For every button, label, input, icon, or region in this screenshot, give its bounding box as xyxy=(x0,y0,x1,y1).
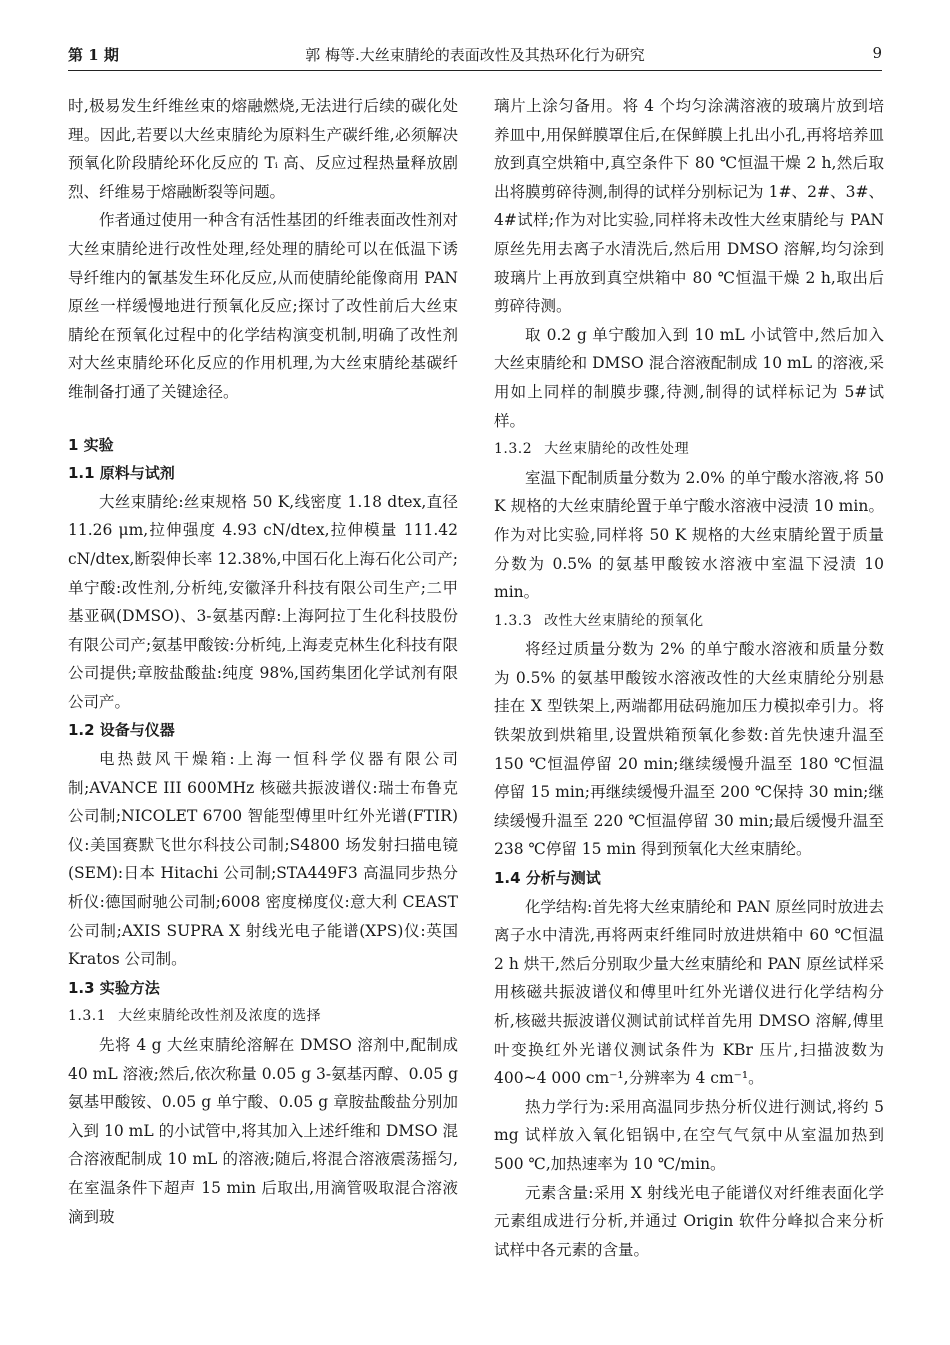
paragraph: 元素含量:采用 X 射线光电子能谱仪对纤维表面化学元素组成进行分析,并通过 Origin 软件分峰拟合来分析试样中各元素的含量。 xyxy=(494,1183,884,1259)
subsection-number: 1.3.3 xyxy=(494,612,533,629)
paragraph: 热力学行为:采用高温同步热分析仪进行测试,将约 5 mg 试样放入氧化铝锅中,在空气气氛中从室温加热到 500 ℃,加热速率为 10 ℃/min。 xyxy=(494,1097,884,1173)
page-header xyxy=(68,38,882,68)
paragraph: 化学结构:首先将大丝束腈纶和 PAN 原丝同时放进去离子水中清洗,再将两束纤维同时放进烘箱中 60 ℃恒温 2 h 烘干,然后分别取少量大丝束腈纶和 PAN 原丝试样采用核磁共振波谱仪和傅里叶红外光谱仪进行化学结构分析,核磁共振波谱仪测试前试样首先用 DMSO 溶解,傅里叶变换红外光谱仪测试条件为 KBr 压片,扫描波数为 400~4 000 cm⁻¹,分辨率为 4 cm⁻¹。 xyxy=(494,897,884,1088)
subsection-title: 大丝束腈纶改性剂及浓度的选择 xyxy=(118,1008,322,1025)
subsection-title: 大丝束腈纶的改性处理 xyxy=(544,441,690,458)
header-rule xyxy=(68,70,882,71)
paragraph: 室温下配制质量分数为 2.0% 的单宁酸水溶液,将 50 K 规格的大丝束腈纶置于单宁酸水溶液中浸渍 10 min。作为对比实验,同样将 50 K 规格的大丝束腈纶置于质量分数为 0.5% 的氨基甲酸铵水溶液中室温下浸渍 10 min。 xyxy=(494,468,884,602)
section-heading-1: 1 实验 xyxy=(68,435,114,454)
right-column xyxy=(494,92,884,1264)
issue-number: 第 1 期 xyxy=(68,46,119,64)
section-heading-1-4: 1.4 分析与测试 xyxy=(494,869,601,888)
section-heading-1-3: 1.3 实验方法 xyxy=(68,978,160,997)
paragraph: 璃片上涂匀备用。将 4 个均匀涂满溶液的玻璃片放到培养皿中,用保鲜膜罩住后,在保鲜膜上扎出小孔,再将培养皿放到真空烘箱中,真空条件下 80 ℃恒温干燥 2 h,然后取出将膜剪碎待测,制得的试样分别标记为 1#、2#、3#、4#试样;作为对比实验,同样将未改性大丝束腈纶与 PAN 原丝先用去离子水清洗后,然后用 DMSO 溶解,均匀涂到玻璃片上再放到真空烘箱中 80 ℃恒温干燥 2 h,取出后剪碎待测。 xyxy=(494,97,884,316)
paragraph: 将经过质量分数为 2% 的单宁酸水溶液和质量分数为 0.5% 的氨基甲酸铵水溶液改性的大丝束腈纶分别悬挂在 X 型铁架上,两端都用砝码施加压力模拟牵引力。将铁架放到烘箱里,设置烘箱预氧化参数:首先快速升温至 150 ℃恒温停留 20 min;继续缓慢升温至 180 ℃恒温停留 15 min;再继续缓慢升温至 200 ℃保持 30 min;继续缓慢升温至 220 ℃恒温停留 30 min;最后缓慢升温至 238 ℃停留 15 min 得到预氧化大丝束腈纶。 xyxy=(494,640,884,859)
spacer xyxy=(68,407,458,421)
section-heading-1-2: 1.2 设备与仪器 xyxy=(68,721,175,740)
section-heading-1-3-2 xyxy=(494,435,884,464)
section-heading-1-1: 1.1 原料与试剂 xyxy=(68,464,175,483)
subsection-title: 改性大丝束腈纶的预氧化 xyxy=(544,612,704,629)
paragraph: 电热鼓风干燥箱:上海一恒科学仪器有限公司制;AVANCE III 600MHz 核磁共振波谱仪:瑞士布鲁克公司制;NICOLET 6700 智能型傅里叶红外光谱(FTIR)仪:美国赛默飞世尔科技公司制;S4800 场发射扫描电镜(SEM):日本 Hitachi 公司制;STA449F3 高温同步热分析仪:德国耐驰公司制;6008 密度梯度仪:意大利 CEAST 公司制;AXIS SUPRA X 射线光电子能谱(XPS)仪:英国 Kratos 公司制。 xyxy=(68,750,458,969)
paragraph: 取 0.2 g 单宁酸加入到 10 mL 小试管中,然后加入大丝束腈纶和 DMSO 混合溶液配制成 10 mL 的溶液,采用如上同样的制膜步骤,待测,制得的试样标记为 5#试样。 xyxy=(494,325,884,430)
paragraph: 大丝束腈纶:丝束规格 50 K,线密度 1.18 dtex,直径 11.26 μm,拉伸强度 4.93 cN/dtex,拉伸模量 111.42 cN/dtex,断裂伸长率 12.38%,中国石化上海石化公司产;单宁酸:改性剂,分析纯,安徽泽升科技有限公司生产;二甲基亚砜(DMSO)、3-氨基丙醇:上海阿拉丁生化科技股份有限公司产;氨基甲酸铵:分析纯,上海麦克林生化科技有限公司提供;章胺盐酸盐:纯度 98%,国药集团化学试剂有限公司产。 xyxy=(68,492,458,711)
page-number: 9 xyxy=(872,44,882,62)
subsection-number: 1.3.1 xyxy=(68,1008,107,1025)
paragraph: 作者通过使用一种含有活性基团的纤维表面改性剂对大丝束腈纶进行改性处理,经处理的腈纶可以在低温下诱导纤维内的氰基发生环化反应,从而使腈纶能像商用 PAN 原丝一样缓慢地进行预氧化反应;探讨了改性前后大丝束腈纶在预氧化过程中的化学结构演变机制,明确了改性剂对大丝束腈纶环化反应的作用机理,为大丝束腈纶基碳纤维制备打通了关键途径。 xyxy=(68,211,458,401)
subsection-number: 1.3.2 xyxy=(494,441,533,458)
left-column xyxy=(68,92,458,1231)
section-heading-1-3-3 xyxy=(494,607,884,636)
paragraph: 先将 4 g 大丝束腈纶溶解在 DMSO 溶剂中,配制成 40 mL 溶液;然后,依次称量 0.05 g 3-氨基丙醇、0.05 g 氨基甲酸铵、0.05 g 单宁酸、0.05 g 章胺盐酸盐分别加入到 10 mL 的小试管中,将其加入上述纤维和 DMSO 混合溶液配制成 10 mL 的溶液;随后,将混合溶液震荡摇匀,在室温条件下超声 15 min 后取出,用滴管吸取混合溶液滴到玻 xyxy=(68,1036,458,1226)
running-title: 郭 梅等.大丝束腈纶的表面改性及其热环化行为研究 xyxy=(305,46,645,64)
section-heading-1-3-1 xyxy=(68,1002,458,1031)
paragraph: 时,极易发生纤维丝束的熔融燃烧,无法进行后续的碳化处理。因此,若要以大丝束腈纶为原料生产碳纤维,必须解决预氧化阶段腈纶环化反应的 Tᵢ 高、反应过程热量释放剧烈、纤维易于熔融断裂等问题。 xyxy=(68,97,458,201)
